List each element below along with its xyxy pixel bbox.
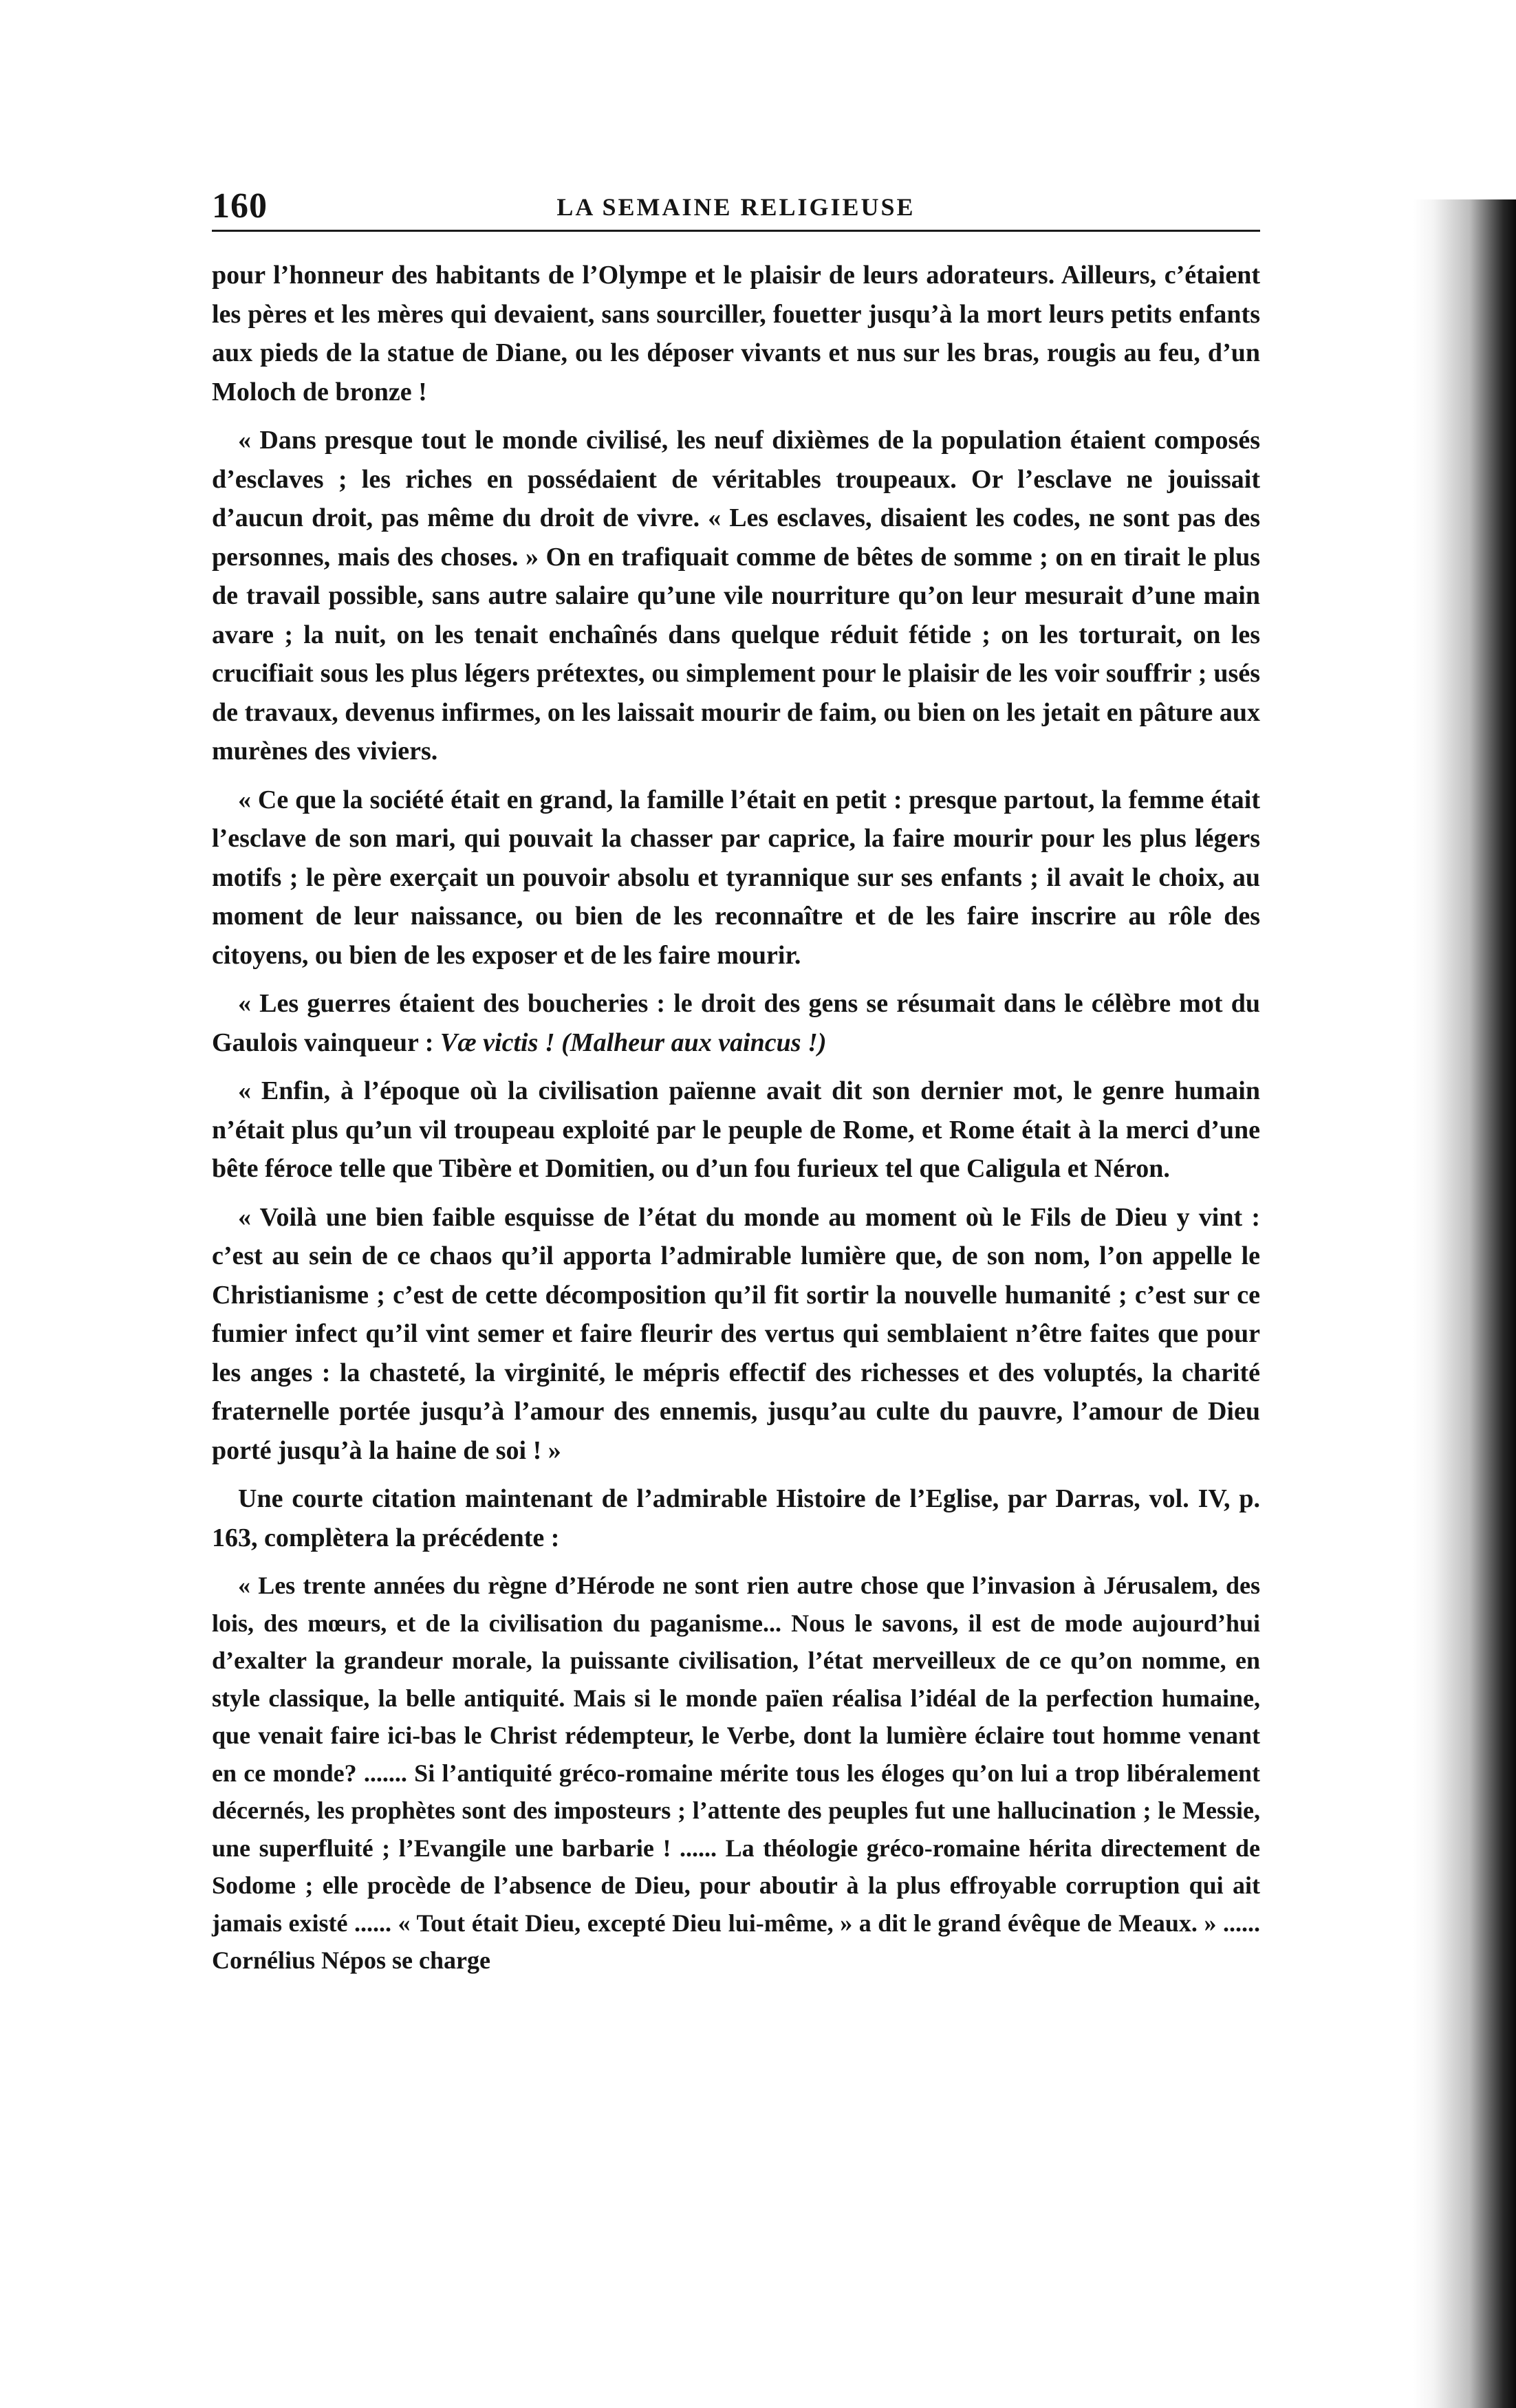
paragraph-citation-intro: Une courte citation maintenant de l’admirable Histoire de l’Eglise, par Darras, vol. IV, p. 163, complètera la précédente : [212, 1484, 1260, 1552]
paragraph-rome: « Enfin, à l’époque où la civilisation païenne avait dit son dernier mot, le genre humain n’était plus qu’un vil troupeau exploité par le peuple de Rome, et Rome était à la merci d’une bête féroce telle que Tibère et Domitien, ou d’un fou furieux tel que Caligula et Néron. [212, 1076, 1260, 1183]
paragraph-opening: pour l’honneur des habitants de l’Olympe et le plaisir de leurs adorateurs. Ailleurs, c’étaient les pères et les mères qui devaient, sans sourciller, fouetter jusqu’à la mort leurs petits enfants aux pieds de la statue de Diane, ou les déposer vivants et nus sur les bras, rougis au feu, d’un Moloch de bronze ! [212, 261, 1260, 406]
paragraph-wars [212, 984, 1260, 1062]
page-header [212, 184, 1260, 232]
body-text [212, 256, 1260, 1989]
paragraph-darras-quote: « Les trente années du règne d’Hérode ne sont rien autre chose que l’invasion à Jérusalem, des lois, des mœurs, et de la civilisation du paganisme... Nous le savons, il est de mode aujourd’hui d’exalter la grandeur morale, la puissante civilisation, l’état merveilleux de ce qu’on nomme, en style classique, la belle antiquité. Mais si le monde païen réalisa l’idéal de la perfection humaine, que venait faire ici-bas le Christ rédempteur, le Verbe, dont la lumière éclaire tout homme venant en ce monde? ....... Si l’antiquité gréco-romaine mérite tous les éloges qu’on lui a trop libéralement décernés, les prophètes sont des imposteurs ; l’attente des peuples fut une hallucination ; le Messie, une superfluité ; l’Evangile une barbarie ! ...... La théologie gréco-romaine hérita directement de Sodome ; elle procède de l’absence de Dieu, pour aboutir à la plus effroyable corruption qui ait jamais existé ...... « Tout était Dieu, excepté Dieu lui-même, » a dit le grand évêque de Meaux. » ...... Cornélius Népos se charge [212, 1572, 1260, 1974]
paragraph-family: « Ce que la société était en grand, la famille l’était en petit : presque partout, la femme était l’esclave de son mari, qui pouvait la chasser par caprice, la faire mourir pour les plus légers motifs ; le père exerçait un pouvoir absolu et tyrannique sur ses enfants ; il avait le choix, au moment de leur naissance, ou bien de les reconnaître et de les faire inscrire au rôle des citoyens, ou bien de les exposer et de les faire mourir. [212, 785, 1260, 970]
binding-shadow [1413, 199, 1516, 2408]
paragraph-slavery: « Dans presque tout le monde civilisé, les neuf dixièmes de la population étaient composés d’esclaves ; les riches en possédaient de véritables troupeaux. Or l’esclave ne jouissait d’aucun droit, pas même du droit de vivre. « Les esclaves, disaient les codes, ne sont pas des personnes, mais des choses. » On en trafiquait comme de bêtes de somme ; on en tirait le plus de travail possible, sans autre salaire qu’une vile nourriture qu’on leur mesurait d’une main avare ; la nuit, on les tenait enchaînés dans quelque réduit fétide ; on les torturait, on les crucifiait sous les plus légers prétextes, ou simplement pour le plaisir de les voir souffrir ; usés de travaux, devenus infirmes, on les laissait mourir de faim, ou bien on les jetait en pâture aux murènes des viviers. [212, 426, 1260, 766]
paragraph-christianity: « Voilà une bien faible esquisse de l’état du monde au moment où le Fils de Dieu y vint : c’est au sein de ce chaos qu’il apporta l’admirable lumière que, de son nom, l’on appelle le Christianisme ; c’est de cette décomposition qu’il fit sortir la nouvelle humanité ; c’est sur ce fumier infect qu’il vint semer et faire fleurir des vertus qui semblaient n’être faites que pour les anges : la chasteté, la virginité, le mépris effectif des richesses et des voluptés, la charité fraternelle portée jusqu’à l’amour des ennemis, jusqu’au culte du pauvre, l’amour de Dieu porté jusqu’à la haine de soi ! » [212, 1202, 1260, 1465]
page-number: 160 [212, 186, 268, 226]
running-title: LA SEMAINE RELIGIEUSE [556, 193, 916, 221]
vae-victis-quote: Væ victis ! (Malheur aux vaincus !) [440, 1028, 827, 1057]
paragraph-wars-text: « Les guerres étaient des boucheries : le droit des gens se résumait dans le célèbre mot du Gaulois vainqueur : [212, 989, 1260, 1057]
